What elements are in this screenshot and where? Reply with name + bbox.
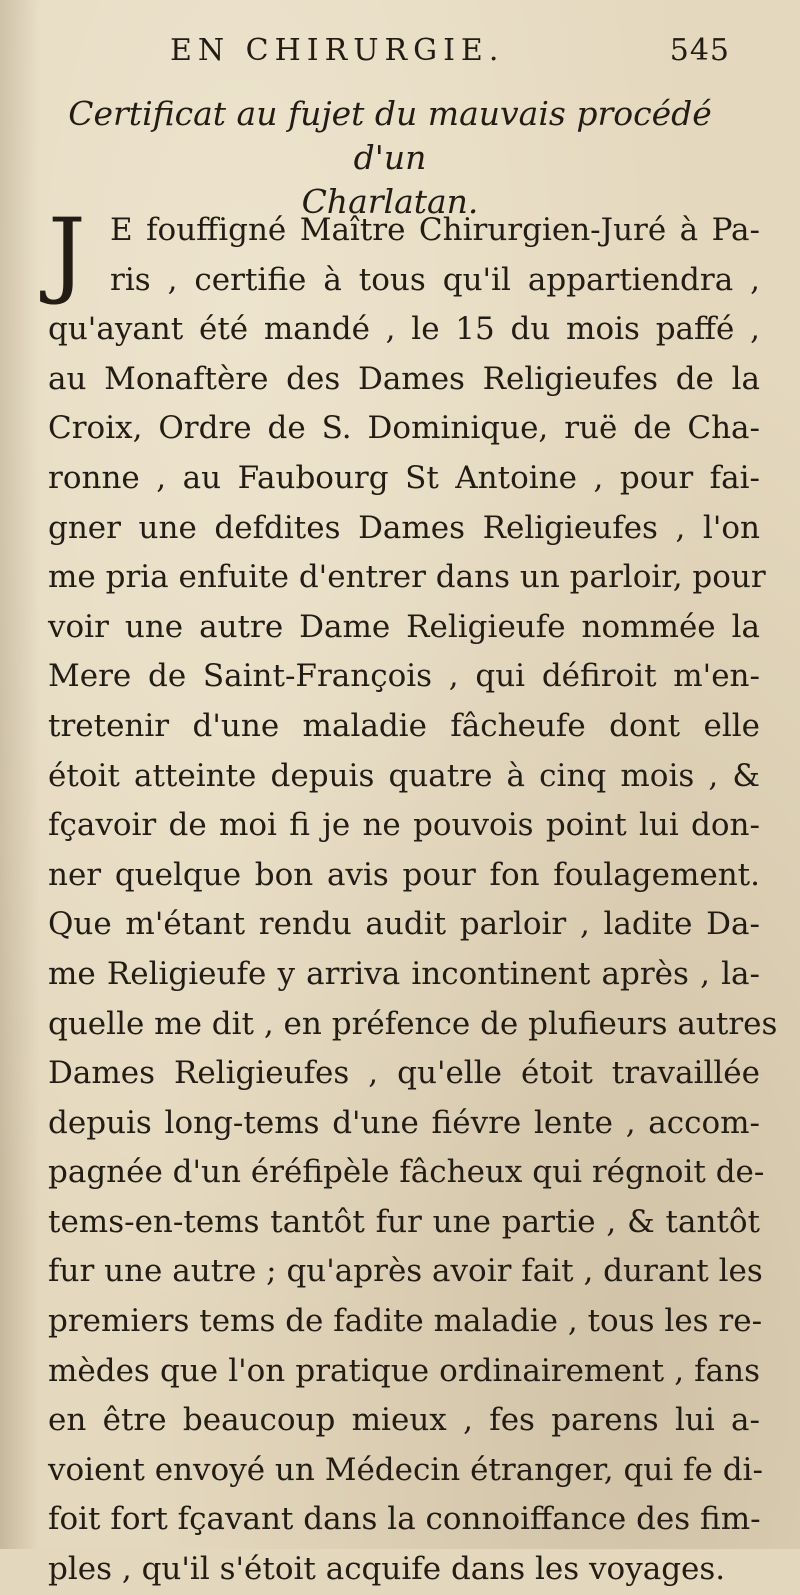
text-line: qu'ayant été mandé , le 15 du mois paffé ,: [48, 311, 760, 348]
text-line: pagnée d'un éréfipèle fâcheux qui régnoit de-: [48, 1154, 765, 1191]
text-line: fçavoir de moi fi je ne pouvois point lui don-: [48, 807, 760, 844]
text-line: quelle me dit , en préfence de plufieurs autres: [48, 1005, 778, 1042]
text-line: Croix, Ordre de S. Dominique, ruë de Cha-: [48, 410, 760, 447]
text-line: mèdes que l'on pratique ordinairement , fans: [48, 1352, 760, 1389]
section-title-line-2: Charlatan.: [301, 182, 479, 221]
running-head: [170, 28, 730, 72]
text-line: ner quelque bon avis pour fon foulagement.: [48, 856, 760, 893]
running-head-title: EN CHIRURGIE.: [170, 32, 505, 68]
text-line: au Monaftère des Dames Religieufes de la: [48, 360, 760, 397]
text-line: premiers tems de fadite maladie , tous les re-: [48, 1303, 763, 1340]
text-line: voient envoyé un Médecin étranger, qui fe di-: [48, 1451, 763, 1488]
text-line: gner une defdites Dames Religieufes , l'on: [48, 509, 760, 546]
section-title-line-1: Certificat au fujet du mauvais procédé d'un: [68, 94, 712, 177]
text-line: ronne , au Faubourg St Antoine , pour fai-: [48, 459, 760, 496]
text-line: ris , certifie à tous qu'il appartiendra ,: [110, 261, 760, 298]
section-title: [40, 92, 740, 224]
text-line: me Religieufe y arriva incontinent après , la-: [48, 955, 760, 992]
text-line: Mere de Saint-François , qui défiroit m'en-: [48, 658, 760, 695]
text-line: tretenir d'une maladie fâcheufe dont elle: [48, 707, 760, 744]
text-line: Que m'étant rendu audit parloir , ladite Da-: [48, 906, 760, 943]
text-line: Dames Religieufes , qu'elle étoit travaillée: [48, 1055, 760, 1092]
text-line: me pria enfuite d'entrer dans un parloir, pour: [48, 559, 766, 596]
text-line: ples , qu'il s'étoit acquife dans les voyages.: [48, 1551, 726, 1588]
text-line: étoit atteinte depuis quatre à cinq mois , &: [48, 757, 760, 794]
drop-cap: J: [48, 199, 86, 308]
text-line: voir une autre Dame Religieufe nommée la: [48, 608, 760, 645]
page-number: 545: [669, 32, 730, 68]
text-line: fur une autre ; qu'après avoir fait , durant les: [48, 1253, 763, 1290]
text-line: foit fort fçavant dans la connoiffance des fim-: [48, 1501, 761, 1538]
text-line: depuis long-tems d'une fiévre lente , accom-: [48, 1104, 760, 1141]
text-line: en être beaucoup mieux , fes parens lui a-: [48, 1402, 760, 1439]
text-line: E fouffigné Maître Chirurgien-Juré à Pa-: [110, 212, 760, 248]
text-line: tems-en-tems tantôt fur une partie , & tantôt: [48, 1203, 760, 1240]
